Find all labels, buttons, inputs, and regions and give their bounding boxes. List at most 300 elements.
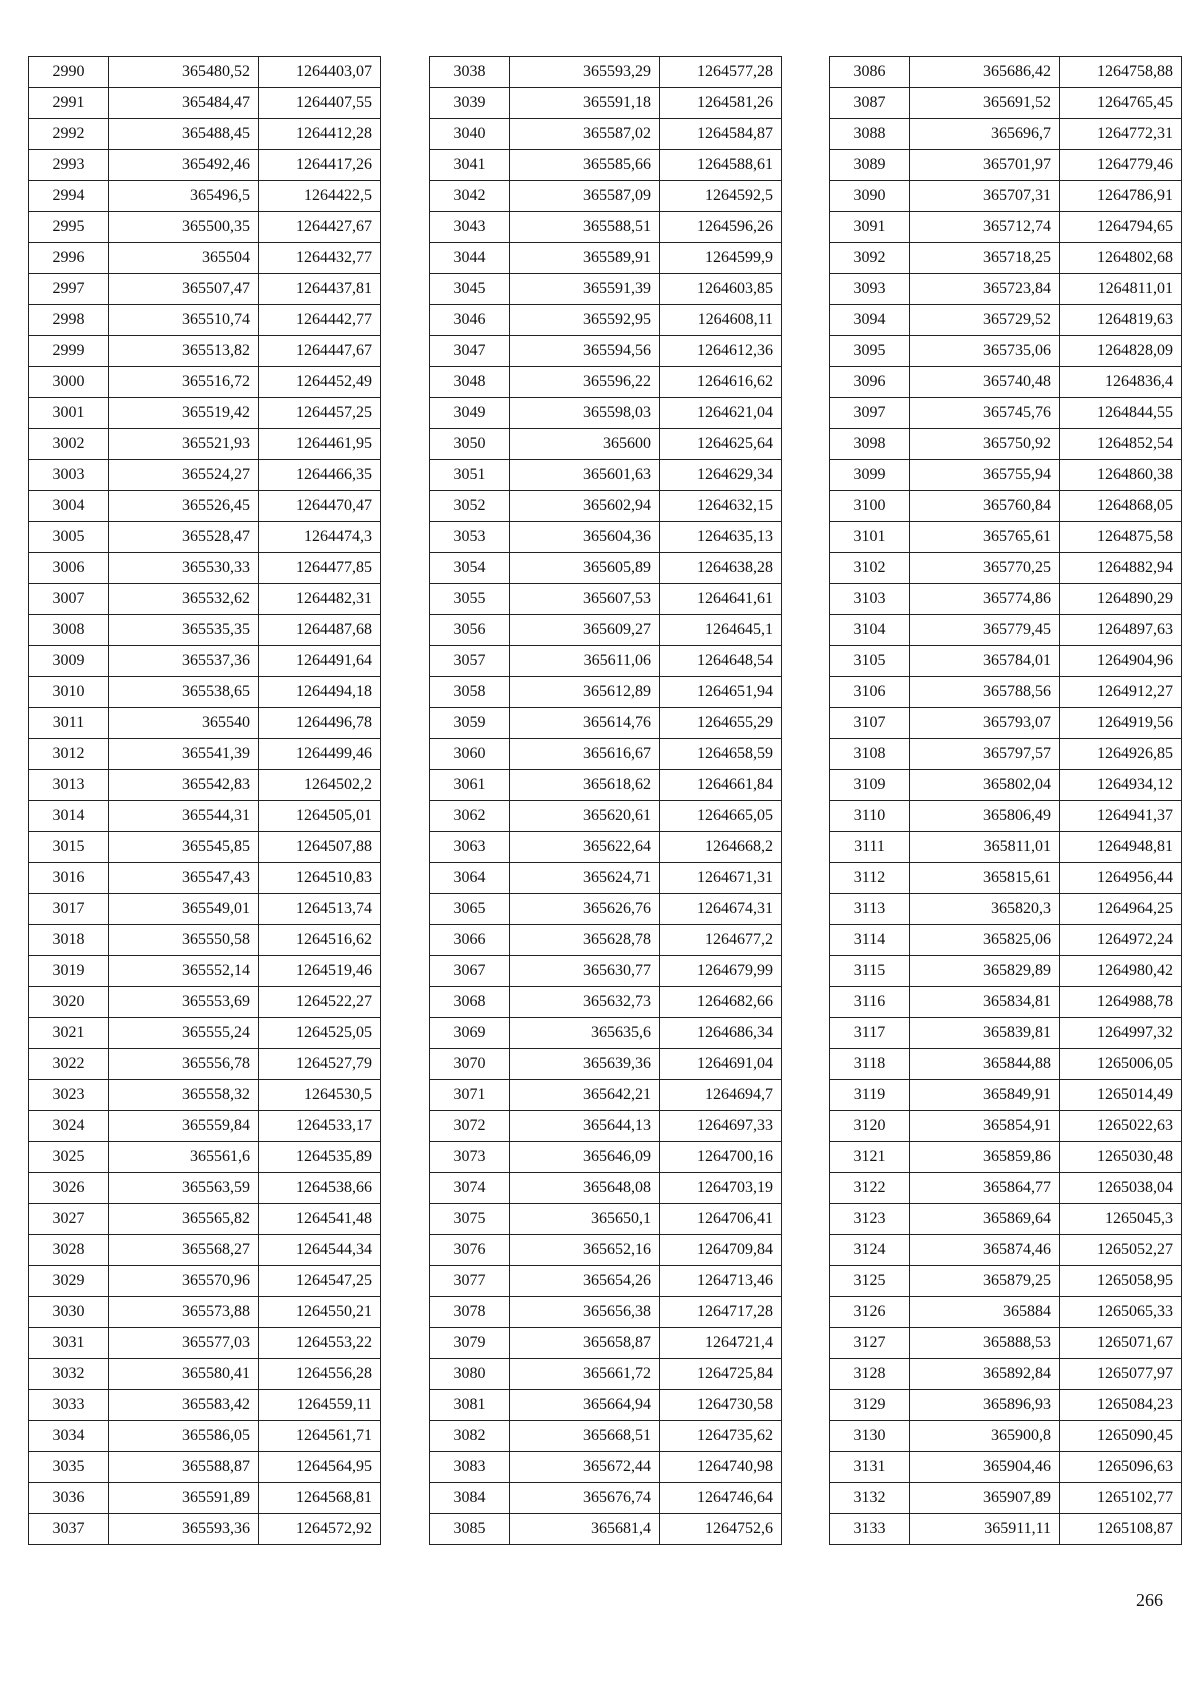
point-number-cell: 3059 bbox=[430, 708, 510, 739]
point-number-cell: 3032 bbox=[29, 1359, 109, 1390]
point-number-cell: 3067 bbox=[430, 956, 510, 987]
y-coordinate-cell: 1264584,87 bbox=[660, 119, 782, 150]
x-coordinate-cell: 365718,25 bbox=[910, 243, 1060, 274]
table-row bbox=[29, 274, 381, 305]
x-coordinate-cell: 365492,46 bbox=[109, 150, 259, 181]
point-number-cell: 3071 bbox=[430, 1080, 510, 1111]
coordinate-table-body bbox=[430, 57, 782, 1545]
table-row bbox=[29, 832, 381, 863]
x-coordinate-cell: 365788,56 bbox=[910, 677, 1060, 708]
table-row bbox=[29, 708, 381, 739]
point-number-cell: 2999 bbox=[29, 336, 109, 367]
point-number-cell: 3037 bbox=[29, 1514, 109, 1545]
point-number-cell: 3102 bbox=[830, 553, 910, 584]
x-coordinate-cell: 365729,52 bbox=[910, 305, 1060, 336]
y-coordinate-cell: 1264997,32 bbox=[1060, 1018, 1182, 1049]
point-number-cell: 3114 bbox=[830, 925, 910, 956]
x-coordinate-cell: 365859,86 bbox=[910, 1142, 1060, 1173]
table-row bbox=[29, 677, 381, 708]
table-row bbox=[430, 398, 782, 429]
y-coordinate-cell: 1264470,47 bbox=[259, 491, 381, 522]
x-coordinate-cell: 365740,48 bbox=[910, 367, 1060, 398]
y-coordinate-cell: 1265052,27 bbox=[1060, 1235, 1182, 1266]
table-row bbox=[29, 1514, 381, 1545]
y-coordinate-cell: 1264561,71 bbox=[259, 1421, 381, 1452]
x-coordinate-cell: 365507,47 bbox=[109, 274, 259, 305]
table-row bbox=[830, 522, 1182, 553]
table-row bbox=[830, 1390, 1182, 1421]
x-coordinate-cell: 365854,91 bbox=[910, 1111, 1060, 1142]
table-row bbox=[430, 1080, 782, 1111]
point-number-cell: 3079 bbox=[430, 1328, 510, 1359]
table-row bbox=[430, 274, 782, 305]
y-coordinate-cell: 1264641,61 bbox=[660, 584, 782, 615]
y-coordinate-cell: 1264717,28 bbox=[660, 1297, 782, 1328]
x-coordinate-cell: 365630,77 bbox=[510, 956, 660, 987]
point-number-cell: 3038 bbox=[430, 57, 510, 88]
y-coordinate-cell: 1264703,19 bbox=[660, 1173, 782, 1204]
y-coordinate-cell: 1264432,77 bbox=[259, 243, 381, 274]
y-coordinate-cell: 1264599,9 bbox=[660, 243, 782, 274]
table-row bbox=[830, 801, 1182, 832]
x-coordinate-cell: 365549,01 bbox=[109, 894, 259, 925]
table-row bbox=[830, 987, 1182, 1018]
point-number-cell: 3041 bbox=[430, 150, 510, 181]
point-number-cell: 3023 bbox=[29, 1080, 109, 1111]
table-row bbox=[830, 708, 1182, 739]
y-coordinate-cell: 1264730,58 bbox=[660, 1390, 782, 1421]
x-coordinate-cell: 365591,39 bbox=[510, 274, 660, 305]
table-row bbox=[29, 1421, 381, 1452]
point-number-cell: 3018 bbox=[29, 925, 109, 956]
y-coordinate-cell: 1264904,96 bbox=[1060, 646, 1182, 677]
point-number-cell: 3014 bbox=[29, 801, 109, 832]
y-coordinate-cell: 1264638,28 bbox=[660, 553, 782, 584]
point-number-cell: 3128 bbox=[830, 1359, 910, 1390]
point-number-cell: 3009 bbox=[29, 646, 109, 677]
y-coordinate-cell: 1264948,81 bbox=[1060, 832, 1182, 863]
y-coordinate-cell: 1264407,55 bbox=[259, 88, 381, 119]
x-coordinate-cell: 365535,35 bbox=[109, 615, 259, 646]
x-coordinate-cell: 365661,72 bbox=[510, 1359, 660, 1390]
point-number-cell: 3033 bbox=[29, 1390, 109, 1421]
y-coordinate-cell: 1264544,34 bbox=[259, 1235, 381, 1266]
y-coordinate-cell: 1265084,23 bbox=[1060, 1390, 1182, 1421]
table-row bbox=[29, 1483, 381, 1514]
point-number-cell: 3019 bbox=[29, 956, 109, 987]
table-row bbox=[430, 832, 782, 863]
x-coordinate-cell: 365802,04 bbox=[910, 770, 1060, 801]
point-number-cell: 3048 bbox=[430, 367, 510, 398]
table-row bbox=[830, 57, 1182, 88]
table-row bbox=[29, 460, 381, 491]
y-coordinate-cell: 1264648,54 bbox=[660, 646, 782, 677]
x-coordinate-cell: 365496,5 bbox=[109, 181, 259, 212]
table-row bbox=[430, 1018, 782, 1049]
x-coordinate-cell: 365760,84 bbox=[910, 491, 1060, 522]
table-row bbox=[29, 57, 381, 88]
point-number-cell: 3029 bbox=[29, 1266, 109, 1297]
point-number-cell: 3056 bbox=[430, 615, 510, 646]
point-number-cell: 2997 bbox=[29, 274, 109, 305]
point-number-cell: 3049 bbox=[430, 398, 510, 429]
point-number-cell: 3110 bbox=[830, 801, 910, 832]
y-coordinate-cell: 1264541,48 bbox=[259, 1204, 381, 1235]
y-coordinate-cell: 1264912,27 bbox=[1060, 677, 1182, 708]
point-number-cell: 3113 bbox=[830, 894, 910, 925]
y-coordinate-cell: 1264581,26 bbox=[660, 88, 782, 119]
y-coordinate-cell: 1264725,84 bbox=[660, 1359, 782, 1390]
y-coordinate-cell: 1264868,05 bbox=[1060, 491, 1182, 522]
x-coordinate-cell: 365632,73 bbox=[510, 987, 660, 1018]
x-coordinate-cell: 365650,1 bbox=[510, 1204, 660, 1235]
table-row bbox=[430, 1328, 782, 1359]
table-row bbox=[830, 243, 1182, 274]
table-row bbox=[830, 274, 1182, 305]
x-coordinate-cell: 365521,93 bbox=[109, 429, 259, 460]
table-row bbox=[430, 491, 782, 522]
point-number-cell: 3066 bbox=[430, 925, 510, 956]
point-number-cell: 3086 bbox=[830, 57, 910, 88]
x-coordinate-cell: 365622,64 bbox=[510, 832, 660, 863]
point-number-cell: 3053 bbox=[430, 522, 510, 553]
point-number-cell: 3096 bbox=[830, 367, 910, 398]
x-coordinate-cell: 365691,52 bbox=[910, 88, 1060, 119]
table-row bbox=[830, 615, 1182, 646]
table-row bbox=[830, 863, 1182, 894]
x-coordinate-cell: 365849,91 bbox=[910, 1080, 1060, 1111]
point-number-cell: 3062 bbox=[430, 801, 510, 832]
y-coordinate-cell: 1264740,98 bbox=[660, 1452, 782, 1483]
point-number-cell: 3045 bbox=[430, 274, 510, 305]
table-row bbox=[29, 119, 381, 150]
y-coordinate-cell: 1264568,81 bbox=[259, 1483, 381, 1514]
x-coordinate-cell: 365484,47 bbox=[109, 88, 259, 119]
y-coordinate-cell: 1265096,63 bbox=[1060, 1452, 1182, 1483]
y-coordinate-cell: 1264513,74 bbox=[259, 894, 381, 925]
point-number-cell: 3131 bbox=[830, 1452, 910, 1483]
x-coordinate-cell: 365614,76 bbox=[510, 708, 660, 739]
table-row bbox=[830, 1173, 1182, 1204]
x-coordinate-cell: 365573,88 bbox=[109, 1297, 259, 1328]
point-number-cell: 3130 bbox=[830, 1421, 910, 1452]
y-coordinate-cell: 1265108,87 bbox=[1060, 1514, 1182, 1545]
table-row bbox=[29, 1080, 381, 1111]
y-coordinate-cell: 1264502,2 bbox=[259, 770, 381, 801]
y-coordinate-cell: 1264700,16 bbox=[660, 1142, 782, 1173]
y-coordinate-cell: 1264735,62 bbox=[660, 1421, 782, 1452]
table-row bbox=[29, 429, 381, 460]
point-number-cell: 3075 bbox=[430, 1204, 510, 1235]
y-coordinate-cell: 1264794,65 bbox=[1060, 212, 1182, 243]
table-row bbox=[430, 1173, 782, 1204]
table-row bbox=[29, 491, 381, 522]
x-coordinate-cell: 365559,84 bbox=[109, 1111, 259, 1142]
y-coordinate-cell: 1264496,78 bbox=[259, 708, 381, 739]
x-coordinate-cell: 365620,61 bbox=[510, 801, 660, 832]
x-coordinate-cell: 365596,22 bbox=[510, 367, 660, 398]
point-number-cell: 3094 bbox=[830, 305, 910, 336]
x-coordinate-cell: 365526,45 bbox=[109, 491, 259, 522]
table-row bbox=[430, 212, 782, 243]
point-number-cell: 3016 bbox=[29, 863, 109, 894]
table-row bbox=[830, 1359, 1182, 1390]
point-number-cell: 3021 bbox=[29, 1018, 109, 1049]
coordinate-table-left bbox=[28, 56, 381, 1545]
point-number-cell: 3133 bbox=[830, 1514, 910, 1545]
point-number-cell: 3061 bbox=[430, 770, 510, 801]
x-coordinate-cell: 365639,36 bbox=[510, 1049, 660, 1080]
table-row bbox=[29, 212, 381, 243]
point-number-cell: 3106 bbox=[830, 677, 910, 708]
table-row bbox=[830, 1018, 1182, 1049]
table-row bbox=[830, 584, 1182, 615]
x-coordinate-cell: 365888,53 bbox=[910, 1328, 1060, 1359]
point-number-cell: 3068 bbox=[430, 987, 510, 1018]
table-row bbox=[29, 336, 381, 367]
y-coordinate-cell: 1264487,68 bbox=[259, 615, 381, 646]
x-coordinate-cell: 365696,7 bbox=[910, 119, 1060, 150]
x-coordinate-cell: 365834,81 bbox=[910, 987, 1060, 1018]
y-coordinate-cell: 1264691,04 bbox=[660, 1049, 782, 1080]
x-coordinate-cell: 365652,16 bbox=[510, 1235, 660, 1266]
y-coordinate-cell: 1264422,5 bbox=[259, 181, 381, 212]
table-row bbox=[830, 770, 1182, 801]
table-row bbox=[830, 1235, 1182, 1266]
table-row bbox=[430, 925, 782, 956]
y-coordinate-cell: 1264527,79 bbox=[259, 1049, 381, 1080]
x-coordinate-cell: 365524,27 bbox=[109, 460, 259, 491]
x-coordinate-cell: 365542,83 bbox=[109, 770, 259, 801]
table-row bbox=[830, 398, 1182, 429]
point-number-cell: 3087 bbox=[830, 88, 910, 119]
x-coordinate-cell: 365656,38 bbox=[510, 1297, 660, 1328]
x-coordinate-cell: 365864,77 bbox=[910, 1173, 1060, 1204]
table-row bbox=[430, 863, 782, 894]
point-number-cell: 3119 bbox=[830, 1080, 910, 1111]
table-row bbox=[29, 770, 381, 801]
table-row bbox=[830, 894, 1182, 925]
point-number-cell: 3047 bbox=[430, 336, 510, 367]
point-number-cell: 3095 bbox=[830, 336, 910, 367]
table-row bbox=[830, 1328, 1182, 1359]
y-coordinate-cell: 1264819,63 bbox=[1060, 305, 1182, 336]
table-row bbox=[830, 1111, 1182, 1142]
y-coordinate-cell: 1264412,28 bbox=[259, 119, 381, 150]
point-number-cell: 3073 bbox=[430, 1142, 510, 1173]
table-row bbox=[29, 1452, 381, 1483]
x-coordinate-cell: 365815,61 bbox=[910, 863, 1060, 894]
y-coordinate-cell: 1264671,31 bbox=[660, 863, 782, 894]
x-coordinate-cell: 365555,24 bbox=[109, 1018, 259, 1049]
x-coordinate-cell: 365532,62 bbox=[109, 584, 259, 615]
y-coordinate-cell: 1264980,42 bbox=[1060, 956, 1182, 987]
x-coordinate-cell: 365811,01 bbox=[910, 832, 1060, 863]
y-coordinate-cell: 1264559,11 bbox=[259, 1390, 381, 1421]
x-coordinate-cell: 365589,91 bbox=[510, 243, 660, 274]
table-row bbox=[430, 181, 782, 212]
x-coordinate-cell: 365530,33 bbox=[109, 553, 259, 584]
point-number-cell: 3112 bbox=[830, 863, 910, 894]
table-row bbox=[29, 553, 381, 584]
y-coordinate-cell: 1264466,35 bbox=[259, 460, 381, 491]
table-row bbox=[29, 1018, 381, 1049]
table-row bbox=[830, 1452, 1182, 1483]
x-coordinate-cell: 365874,46 bbox=[910, 1235, 1060, 1266]
y-coordinate-cell: 1264437,81 bbox=[259, 274, 381, 305]
point-number-cell: 3027 bbox=[29, 1204, 109, 1235]
x-coordinate-cell: 365676,74 bbox=[510, 1483, 660, 1514]
x-coordinate-cell: 365510,74 bbox=[109, 305, 259, 336]
x-coordinate-cell: 365701,97 bbox=[910, 150, 1060, 181]
point-number-cell: 3107 bbox=[830, 708, 910, 739]
point-number-cell: 2996 bbox=[29, 243, 109, 274]
x-coordinate-cell: 365770,25 bbox=[910, 553, 1060, 584]
y-coordinate-cell: 1264553,22 bbox=[259, 1328, 381, 1359]
point-number-cell: 3070 bbox=[430, 1049, 510, 1080]
y-coordinate-cell: 1264603,85 bbox=[660, 274, 782, 305]
x-coordinate-cell: 365879,25 bbox=[910, 1266, 1060, 1297]
x-coordinate-cell: 365593,29 bbox=[510, 57, 660, 88]
point-number-cell: 3004 bbox=[29, 491, 109, 522]
table-row bbox=[830, 1297, 1182, 1328]
x-coordinate-cell: 365869,64 bbox=[910, 1204, 1060, 1235]
y-coordinate-cell: 1264674,31 bbox=[660, 894, 782, 925]
table-row bbox=[430, 305, 782, 336]
table-row bbox=[430, 1111, 782, 1142]
x-coordinate-cell: 365588,51 bbox=[510, 212, 660, 243]
y-coordinate-cell: 1264474,3 bbox=[259, 522, 381, 553]
x-coordinate-cell: 365611,06 bbox=[510, 646, 660, 677]
table-row bbox=[29, 305, 381, 336]
table-row bbox=[830, 491, 1182, 522]
point-number-cell: 3092 bbox=[830, 243, 910, 274]
table-row bbox=[430, 1483, 782, 1514]
y-coordinate-cell: 1265014,49 bbox=[1060, 1080, 1182, 1111]
y-coordinate-cell: 1265102,77 bbox=[1060, 1483, 1182, 1514]
y-coordinate-cell: 1264629,34 bbox=[660, 460, 782, 491]
point-number-cell: 3083 bbox=[430, 1452, 510, 1483]
table-row bbox=[830, 832, 1182, 863]
y-coordinate-cell: 1264494,18 bbox=[259, 677, 381, 708]
point-number-cell: 3088 bbox=[830, 119, 910, 150]
point-number-cell: 2994 bbox=[29, 181, 109, 212]
coordinate-table-body bbox=[830, 57, 1182, 1545]
table-row bbox=[830, 460, 1182, 491]
table-row bbox=[29, 1328, 381, 1359]
y-coordinate-cell: 1264461,95 bbox=[259, 429, 381, 460]
table-row bbox=[29, 987, 381, 1018]
x-coordinate-cell: 365607,53 bbox=[510, 584, 660, 615]
point-number-cell: 3074 bbox=[430, 1173, 510, 1204]
point-number-cell: 3024 bbox=[29, 1111, 109, 1142]
table-row bbox=[830, 367, 1182, 398]
y-coordinate-cell: 1264956,44 bbox=[1060, 863, 1182, 894]
point-number-cell: 3046 bbox=[430, 305, 510, 336]
point-number-cell: 3117 bbox=[830, 1018, 910, 1049]
coordinate-table-right bbox=[829, 56, 1182, 1545]
table-row bbox=[830, 1080, 1182, 1111]
y-coordinate-cell: 1264538,66 bbox=[259, 1173, 381, 1204]
table-row bbox=[430, 57, 782, 88]
y-coordinate-cell: 1264564,95 bbox=[259, 1452, 381, 1483]
x-coordinate-cell: 365755,94 bbox=[910, 460, 1060, 491]
point-number-cell: 3085 bbox=[430, 1514, 510, 1545]
x-coordinate-cell: 365686,42 bbox=[910, 57, 1060, 88]
x-coordinate-cell: 365591,89 bbox=[109, 1483, 259, 1514]
table-row bbox=[830, 1266, 1182, 1297]
point-number-cell: 3008 bbox=[29, 615, 109, 646]
point-number-cell: 3081 bbox=[430, 1390, 510, 1421]
point-number-cell: 3125 bbox=[830, 1266, 910, 1297]
y-coordinate-cell: 1264550,21 bbox=[259, 1297, 381, 1328]
table-row bbox=[430, 801, 782, 832]
x-coordinate-cell: 365537,36 bbox=[109, 646, 259, 677]
x-coordinate-cell: 365604,36 bbox=[510, 522, 660, 553]
y-coordinate-cell: 1264608,11 bbox=[660, 305, 782, 336]
x-coordinate-cell: 365540 bbox=[109, 708, 259, 739]
y-coordinate-cell: 1264525,05 bbox=[259, 1018, 381, 1049]
y-coordinate-cell: 1264510,83 bbox=[259, 863, 381, 894]
table-row bbox=[830, 677, 1182, 708]
x-coordinate-cell: 365565,82 bbox=[109, 1204, 259, 1235]
point-number-cell: 3093 bbox=[830, 274, 910, 305]
y-coordinate-cell: 1264522,27 bbox=[259, 987, 381, 1018]
table-row bbox=[430, 1049, 782, 1080]
table-row bbox=[430, 150, 782, 181]
point-number-cell: 2998 bbox=[29, 305, 109, 336]
y-coordinate-cell: 1264686,34 bbox=[660, 1018, 782, 1049]
y-coordinate-cell: 1264519,46 bbox=[259, 956, 381, 987]
point-number-cell: 3052 bbox=[430, 491, 510, 522]
x-coordinate-cell: 365765,61 bbox=[910, 522, 1060, 553]
point-number-cell: 3078 bbox=[430, 1297, 510, 1328]
point-number-cell: 3099 bbox=[830, 460, 910, 491]
x-coordinate-cell: 365513,82 bbox=[109, 336, 259, 367]
y-coordinate-cell: 1264697,33 bbox=[660, 1111, 782, 1142]
y-coordinate-cell: 1264679,99 bbox=[660, 956, 782, 987]
table-row bbox=[430, 1452, 782, 1483]
point-number-cell: 3126 bbox=[830, 1297, 910, 1328]
point-number-cell: 3108 bbox=[830, 739, 910, 770]
x-coordinate-cell: 365538,65 bbox=[109, 677, 259, 708]
table-row bbox=[830, 1049, 1182, 1080]
x-coordinate-cell: 365580,41 bbox=[109, 1359, 259, 1390]
point-number-cell: 3001 bbox=[29, 398, 109, 429]
point-number-cell: 3063 bbox=[430, 832, 510, 863]
table-row bbox=[29, 522, 381, 553]
table-row bbox=[430, 956, 782, 987]
x-coordinate-cell: 365577,03 bbox=[109, 1328, 259, 1359]
y-coordinate-cell: 1264645,1 bbox=[660, 615, 782, 646]
point-number-cell: 3017 bbox=[29, 894, 109, 925]
table-row bbox=[430, 88, 782, 119]
y-coordinate-cell: 1264786,91 bbox=[1060, 181, 1182, 212]
point-number-cell: 3000 bbox=[29, 367, 109, 398]
y-coordinate-cell: 1264556,28 bbox=[259, 1359, 381, 1390]
x-coordinate-cell: 365628,78 bbox=[510, 925, 660, 956]
x-coordinate-cell: 365642,21 bbox=[510, 1080, 660, 1111]
x-coordinate-cell: 365500,35 bbox=[109, 212, 259, 243]
table-row bbox=[830, 336, 1182, 367]
table-row bbox=[830, 1142, 1182, 1173]
table-row bbox=[430, 1266, 782, 1297]
y-coordinate-cell: 1264890,29 bbox=[1060, 584, 1182, 615]
table-row bbox=[29, 584, 381, 615]
y-coordinate-cell: 1264682,66 bbox=[660, 987, 782, 1018]
point-number-cell: 3115 bbox=[830, 956, 910, 987]
x-coordinate-cell: 365892,84 bbox=[910, 1359, 1060, 1390]
